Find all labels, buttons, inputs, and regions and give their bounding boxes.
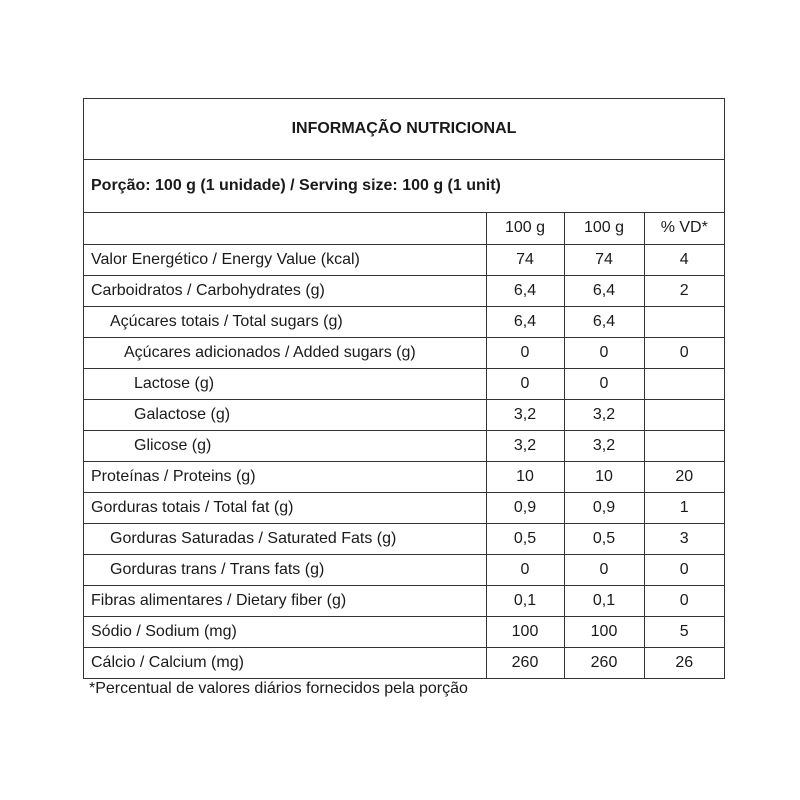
nutrient-label: Açúcares totais / Total sugars (g) — [84, 306, 486, 337]
table-row — [84, 647, 724, 678]
nutrition-table — [84, 213, 724, 678]
nutrient-label: Cálcio / Calcium (mg) — [84, 647, 486, 678]
nutrient-value-2: 0 — [564, 368, 644, 399]
column-header-vd: % VD* — [644, 213, 724, 244]
nutrient-vd — [644, 306, 724, 337]
nutrient-vd — [644, 368, 724, 399]
nutrient-value-2: 6,4 — [564, 275, 644, 306]
table-row — [84, 430, 724, 461]
nutrient-value: 0 — [486, 337, 564, 368]
nutrient-label: Gorduras trans / Trans fats (g) — [84, 554, 486, 585]
nutrient-label: Fibras alimentares / Dietary fiber (g) — [84, 585, 486, 616]
nutrient-label: Proteínas / Proteins (g) — [84, 461, 486, 492]
table-row — [84, 306, 724, 337]
nutrient-value-2: 3,2 — [564, 399, 644, 430]
nutrient-label: Gorduras Saturadas / Saturated Fats (g) — [84, 523, 486, 554]
nutrient-vd: 0 — [644, 337, 724, 368]
nutrient-vd: 1 — [644, 492, 724, 523]
nutrient-value: 260 — [486, 647, 564, 678]
table-row — [84, 399, 724, 430]
nutrient-value: 6,4 — [486, 275, 564, 306]
nutrient-value: 0,1 — [486, 585, 564, 616]
serving-size: Porção: 100 g (1 unidade) / Serving size: 100 g (1 unit) — [84, 160, 724, 213]
nutrient-value: 3,2 — [486, 399, 564, 430]
nutrient-label: Lactose (g) — [84, 368, 486, 399]
footnote: *Percentual de valores diários fornecidos pela porção — [89, 680, 468, 697]
nutrient-value: 100 — [486, 616, 564, 647]
nutrient-label: Sódio / Sodium (mg) — [84, 616, 486, 647]
nutrient-label: Carboidratos / Carbohydrates (g) — [84, 275, 486, 306]
table-row — [84, 523, 724, 554]
nutrient-label: Gorduras totais / Total fat (g) — [84, 492, 486, 523]
nutrient-vd: 5 — [644, 616, 724, 647]
nutrient-value: 6,4 — [486, 306, 564, 337]
nutrient-value-2: 100 — [564, 616, 644, 647]
nutrient-value-2: 74 — [564, 244, 644, 275]
nutrient-label: Galactose (g) — [84, 399, 486, 430]
panel-title: INFORMAÇÃO NUTRICIONAL — [84, 99, 724, 160]
column-header-100g-2: 100 g — [564, 213, 644, 244]
nutrient-value: 3,2 — [486, 430, 564, 461]
table-row — [84, 616, 724, 647]
nutrient-label: Glicose (g) — [84, 430, 486, 461]
nutrient-vd: 0 — [644, 585, 724, 616]
table-row — [84, 337, 724, 368]
nutrient-value-2: 0 — [564, 337, 644, 368]
nutrient-vd: 0 — [644, 554, 724, 585]
column-header-100g: 100 g — [486, 213, 564, 244]
nutrient-vd: 26 — [644, 647, 724, 678]
nutrient-vd: 2 — [644, 275, 724, 306]
nutrient-value-2: 10 — [564, 461, 644, 492]
nutrient-value: 10 — [486, 461, 564, 492]
table-row — [84, 244, 724, 275]
nutrient-value: 0 — [486, 554, 564, 585]
nutrient-value: 0,9 — [486, 492, 564, 523]
nutrient-label: Açúcares adicionados / Added sugars (g) — [84, 337, 486, 368]
table-row — [84, 461, 724, 492]
nutrient-value-2: 0,5 — [564, 523, 644, 554]
nutrient-value: 74 — [486, 244, 564, 275]
nutrient-value-2: 6,4 — [564, 306, 644, 337]
table-row — [84, 368, 724, 399]
nutrient-value-2: 0,9 — [564, 492, 644, 523]
nutrient-value-2: 260 — [564, 647, 644, 678]
table-row — [84, 585, 724, 616]
nutrient-vd: 4 — [644, 244, 724, 275]
nutrient-value-2: 0,1 — [564, 585, 644, 616]
table-row — [84, 554, 724, 585]
nutrient-value: 0 — [486, 368, 564, 399]
nutrient-vd — [644, 399, 724, 430]
header-row — [84, 213, 724, 244]
nutrient-vd: 20 — [644, 461, 724, 492]
nutrient-vd: 3 — [644, 523, 724, 554]
table-row — [84, 492, 724, 523]
header-label-cell — [84, 213, 486, 244]
table-row — [84, 275, 724, 306]
nutrient-value: 0,5 — [486, 523, 564, 554]
nutrition-facts-panel — [83, 98, 725, 679]
nutrient-value-2: 0 — [564, 554, 644, 585]
nutrient-label: Valor Energético / Energy Value (kcal) — [84, 244, 486, 275]
nutrient-vd — [644, 430, 724, 461]
nutrient-value-2: 3,2 — [564, 430, 644, 461]
